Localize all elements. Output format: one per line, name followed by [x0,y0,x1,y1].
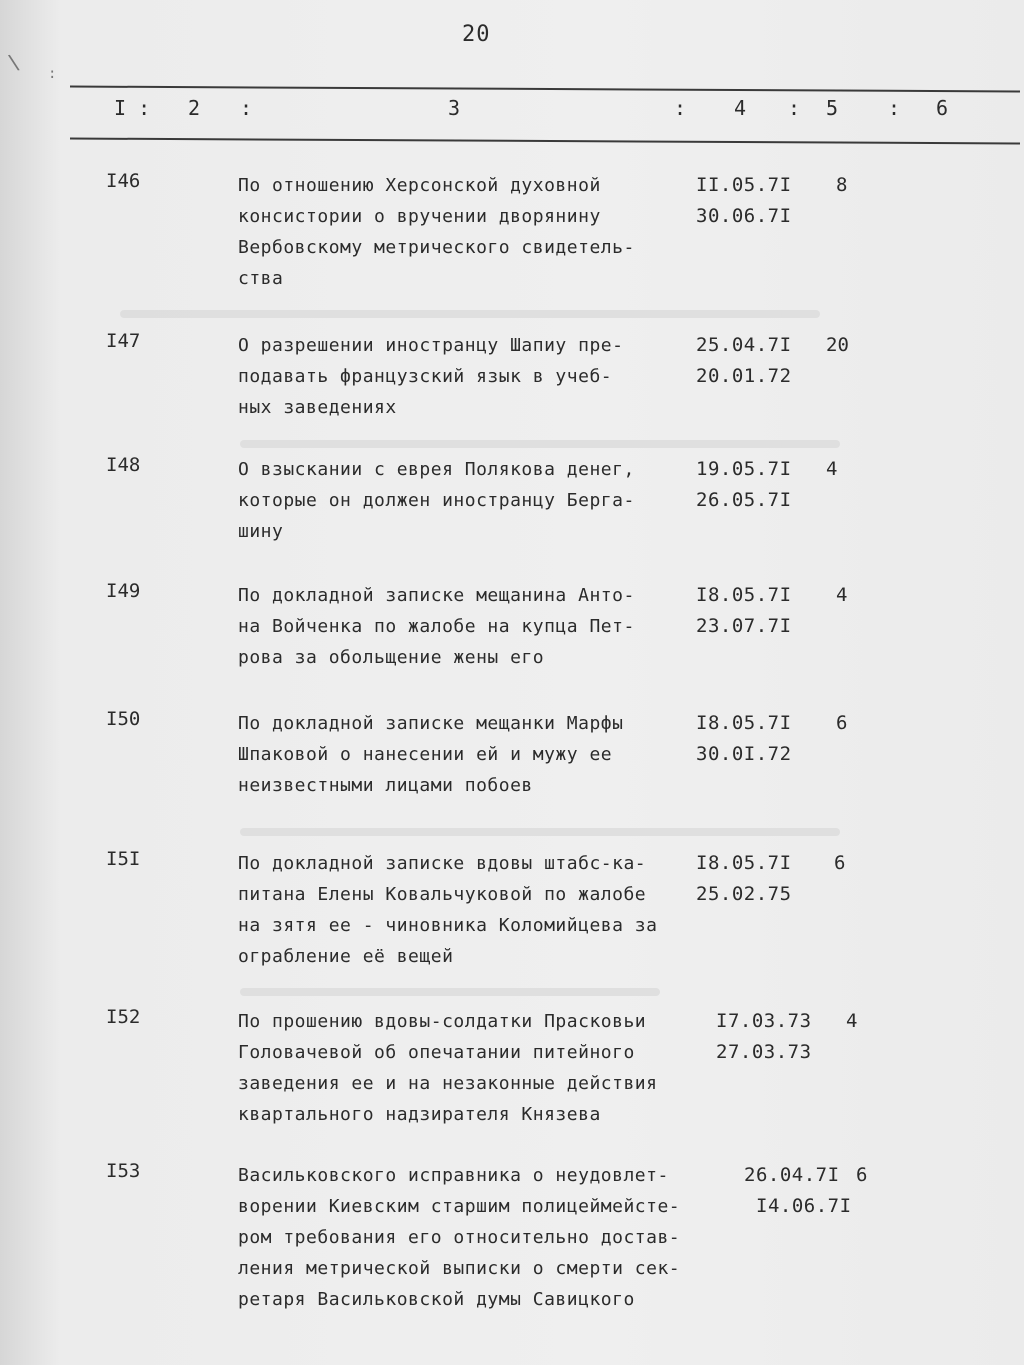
entry-title [238,708,708,801]
entry-sheet-count: 4 [836,584,848,606]
entry-title-line: квартального надзирателя Князева [238,1104,601,1125]
entry-start-date: II.05.7I [696,174,792,196]
bleed-through-mark [240,988,660,996]
bleed-through-mark [240,440,840,448]
header-separator: : [888,96,901,120]
entry-title [238,1006,708,1130]
entry-title-line: на зятя ее - чиновника Коломийцева за [238,915,658,936]
entry-title-line: ления метрической выписки о смерти сек- [238,1258,681,1279]
entry-title-line: ства [238,268,284,289]
entry-title-line: По докладной записке вдовы штабс-ка- [238,853,647,874]
entry-start-date: I8.05.7I [696,712,792,734]
entry-end-date: 20.01.72 [696,365,792,387]
margin-mark: \ [6,49,22,75]
entry-title-line: Головачевой об опечатании питейного [238,1042,635,1063]
entry-number: I52 [106,1006,141,1028]
entry-number: I46 [106,170,141,192]
bleed-through-mark [120,310,820,318]
entry-title-line: Шпаковой о нанесении ей и мужу ее [238,744,613,765]
entry-title [238,454,708,547]
entry-dates [696,330,826,392]
entry-start-date: I8.05.7I [696,852,792,874]
entry-number: I48 [106,454,141,476]
entry-title-line: ограбление её вещей [238,946,454,967]
header-col-2: 2 [188,96,201,120]
entry-sheet-count: 6 [834,852,846,874]
table-header-top-rule [70,86,1020,93]
header-col-4: 4 [734,96,747,120]
header-col-3: 3 [448,96,461,120]
table-header [0,96,1024,136]
entry-title-line: которые он должен иностранцу Берга- [238,490,635,511]
entry-title-line: О разрешении иностранцу Шапиу пре- [238,335,624,356]
entry-start-date: I8.05.7I [696,584,792,606]
entry-number: I47 [106,330,141,352]
header-col-1: I : [114,96,151,120]
header-col-6: 6 [936,96,949,120]
header-col-5: 5 [826,96,839,120]
entry-sheet-count: 6 [836,712,848,734]
entry-sheet-count: 4 [826,458,838,480]
entry-number: I50 [106,708,141,730]
entry-sheet-count: 20 [826,334,849,356]
entry-title-line: По докладной записке мещанина Анто- [238,585,635,606]
entry-sheet-count: 8 [836,174,848,196]
entry-title-line: По отношению Херсонской духовной [238,175,601,196]
entry-title-line: заведения ее и на незаконные действия [238,1073,658,1094]
entry-title-line: ретаря Васильковской думы Савицкого [238,1289,635,1310]
entry-title-line: ных заведениях [238,397,397,418]
entry-title-line: Васильковского исправника о неудовлет- [238,1165,669,1186]
entry-end-date: 27.03.73 [716,1041,812,1063]
entry-title-line: По прошению вдовы-солдатки Прасковьи [238,1011,647,1032]
entry-dates [696,580,826,642]
entry-number: I53 [106,1160,141,1182]
entry-title [238,848,708,972]
header-separator: : [240,96,253,120]
entry-title-line: питана Елены Ковальчуковой по жалобе [238,884,647,905]
entry-title [238,580,708,673]
entry-title-line: Вербовскому метрического свидетель- [238,237,635,258]
entry-number: I5I [106,848,141,870]
table-header-bottom-rule [70,138,1020,145]
entry-title-line: неизвестными лицами побоев [238,775,533,796]
entry-dates [696,848,826,910]
header-separator: : [674,96,687,120]
header-separator: : [788,96,801,120]
entry-title-line: шину [238,521,284,542]
entry-title [238,330,708,423]
entry-title [238,170,708,294]
entry-end-date: 30.06.7I [696,205,792,227]
entry-end-date: 26.05.7I [696,489,792,511]
entry-title-line: ворении Киевским старшим полицеймейсте- [238,1196,681,1217]
entry-end-date: 30.0I.72 [696,743,792,765]
entry-title-line: подавать французский язык в учеб- [238,366,613,387]
margin-mark-colon: : [48,66,57,82]
entry-dates [696,454,826,516]
entry-start-date: 19.05.7I [696,458,792,480]
entry-title-line: По докладной записке мещанки Марфы [238,713,624,734]
entry-title-line: О взыскании с еврея Полякова денег, [238,459,635,480]
entry-title-line: ром требования его относительно достав- [238,1227,681,1248]
entry-dates [744,1160,874,1222]
entry-end-date: 23.07.7I [696,615,792,637]
entry-dates [716,1006,846,1068]
entry-start-date: 25.04.7I [696,334,792,356]
entry-start-date: 26.04.7I [744,1164,840,1186]
entry-dates [696,708,826,770]
entry-title-line: консистории о вручении дворянину [238,206,601,227]
entry-title-line: на Войченка по жалобе на купца Пет- [238,616,635,637]
entry-number: I49 [106,580,141,602]
entry-title-line: рова за обольщение жены его [238,647,545,668]
entry-title [238,1160,708,1315]
entry-start-date: I7.03.73 [716,1010,812,1032]
entry-sheet-count: 4 [846,1010,858,1032]
entry-end-date: 25.02.75 [696,883,792,905]
entry-end-date: I4.06.7I [756,1195,852,1217]
entry-sheet-count: 6 [856,1164,868,1186]
entry-dates [696,170,826,232]
page-number: 20 [462,22,491,47]
bleed-through-mark [240,828,840,836]
